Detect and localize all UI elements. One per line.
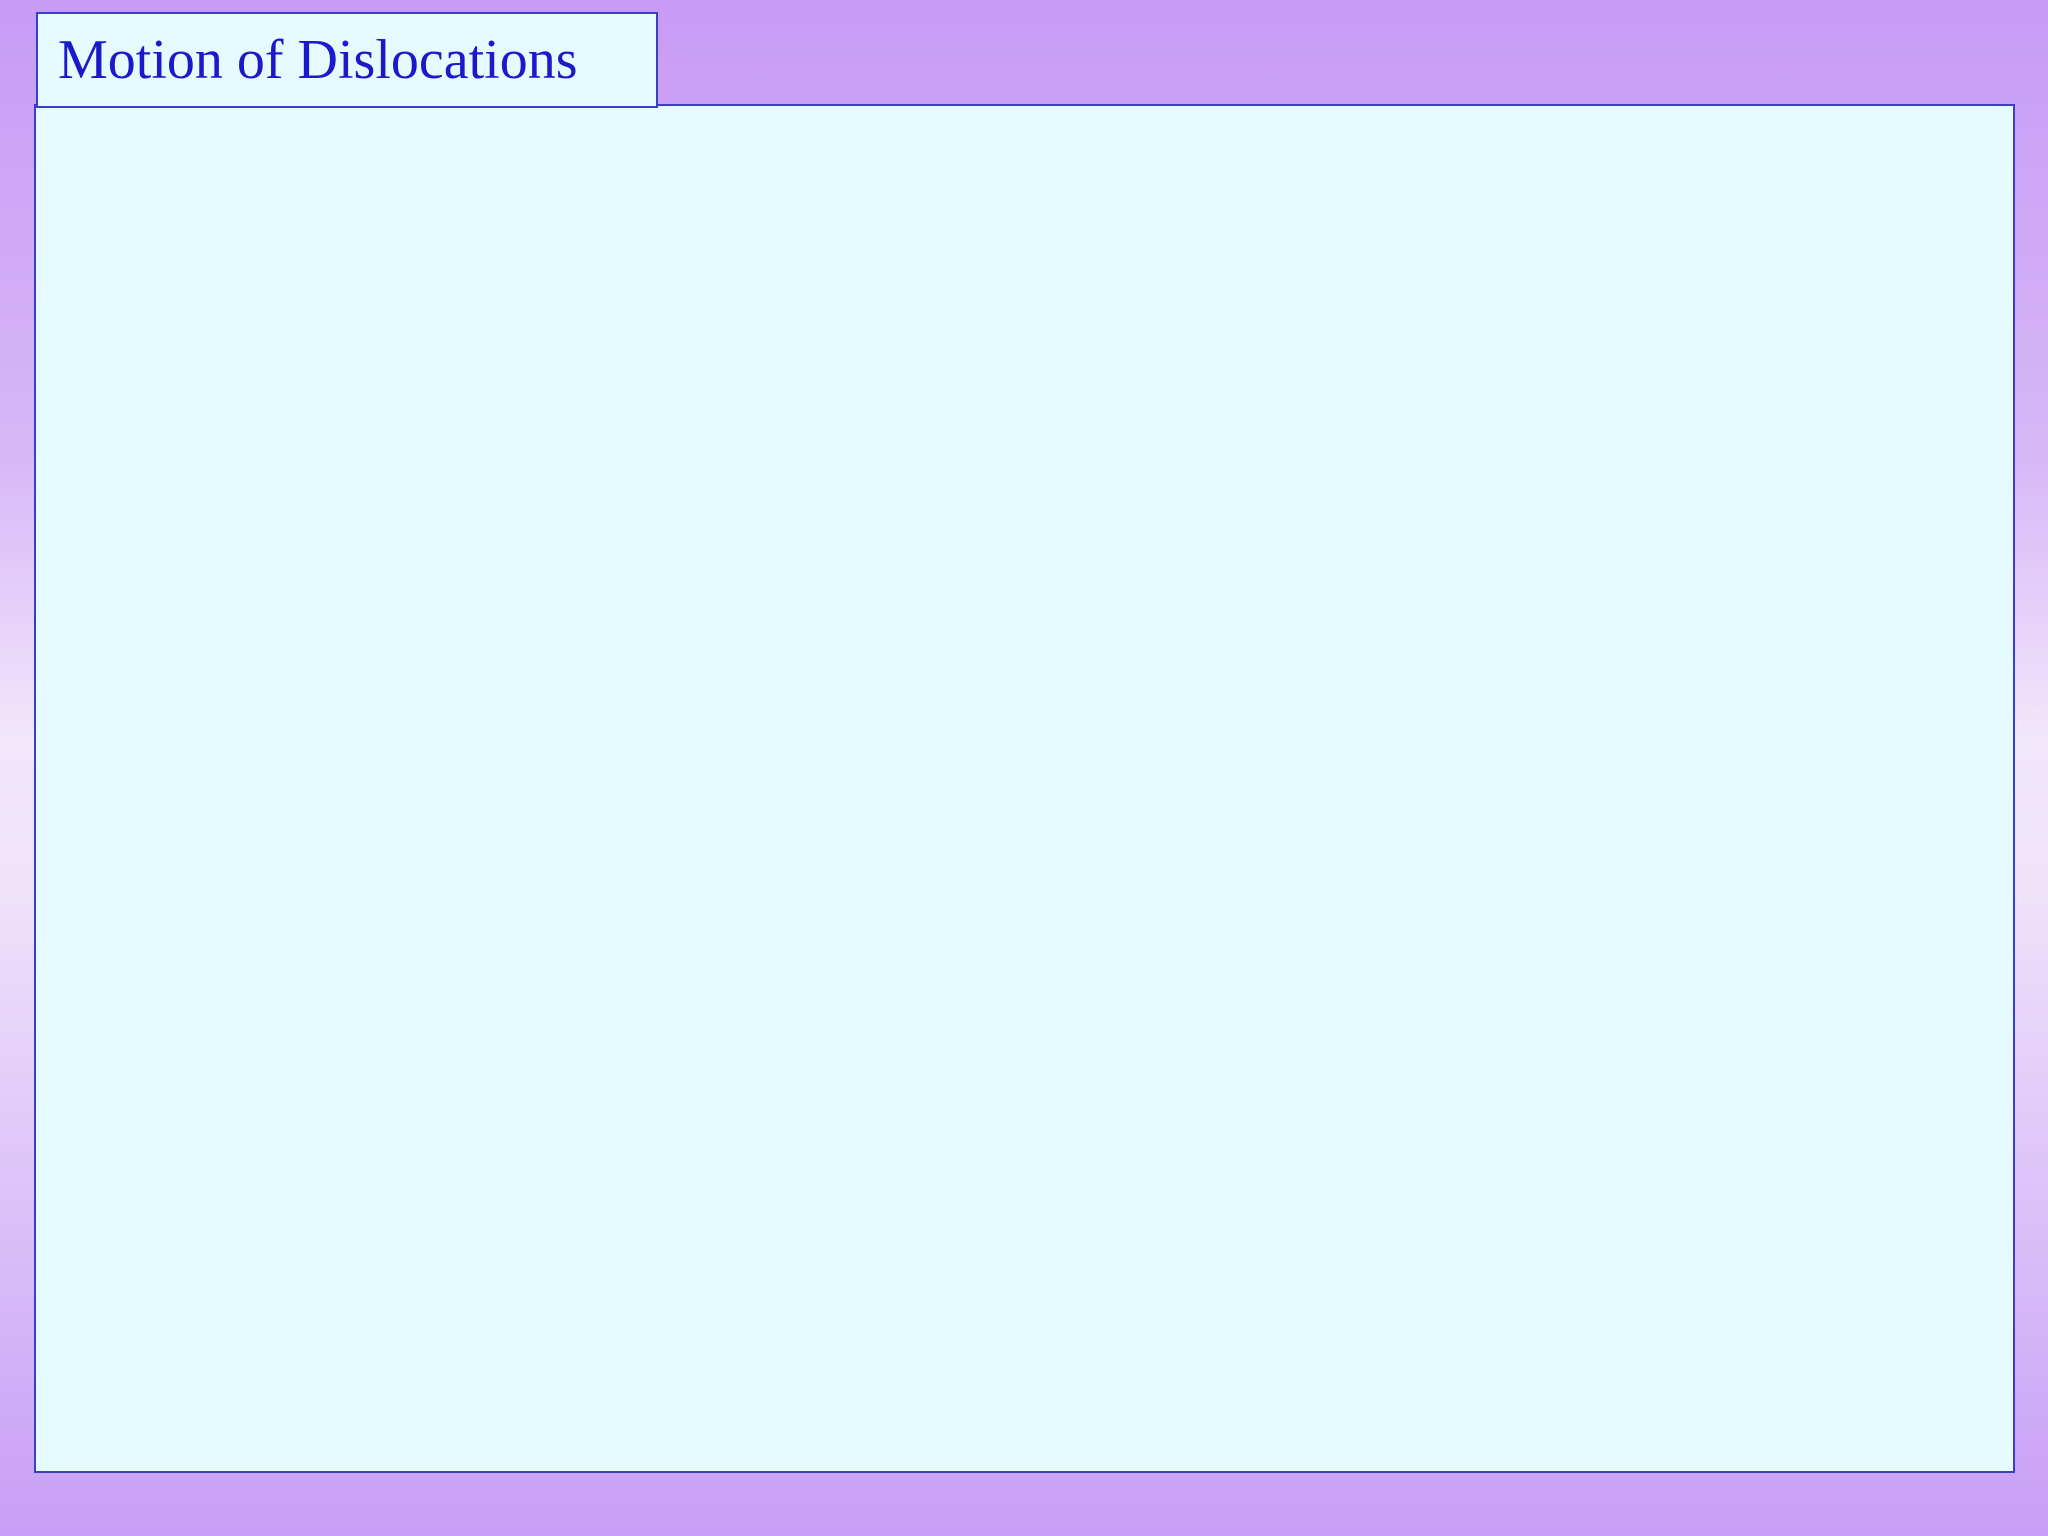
slide-title: Motion of Dislocations bbox=[58, 29, 578, 91]
slide-title-box bbox=[36, 12, 658, 108]
slide-content-box bbox=[34, 104, 2015, 1473]
